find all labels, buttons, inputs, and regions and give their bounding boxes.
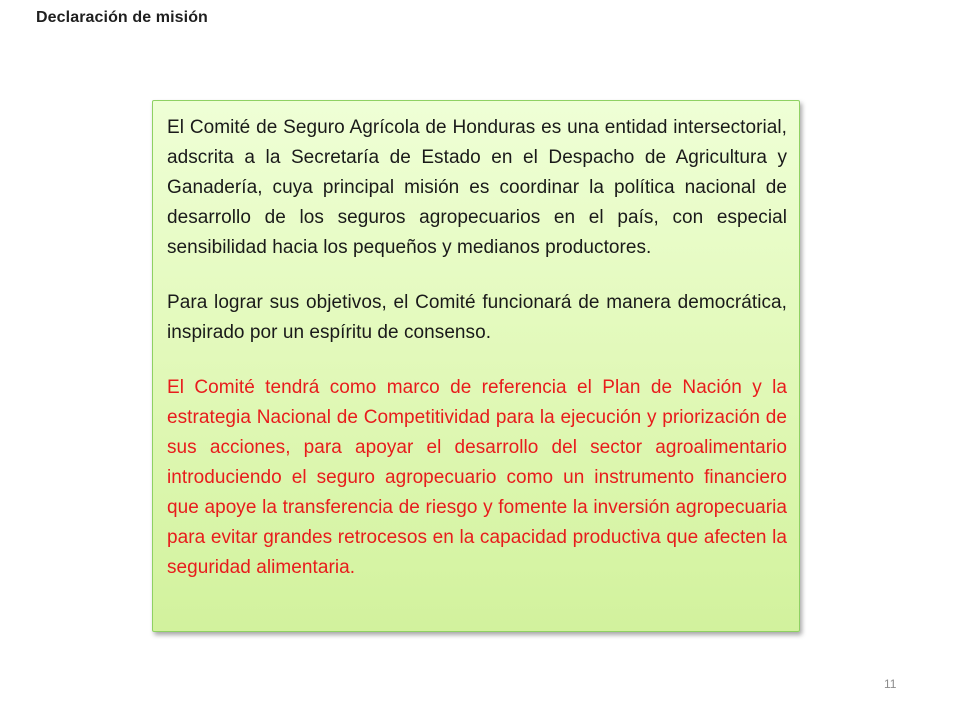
page-number: 11: [884, 677, 897, 691]
mission-paragraph-2: Para lograr sus objetivos, el Comité funcionará de manera democrática, inspirado por un espíritu de consenso.: [167, 292, 787, 343]
mission-paragraph-3: El Comité tendrá como marco de referencia el Plan de Nación y la estrategia Nacional de Competitividad para la ejecución y priorización de sus acciones, para apoyar el desarrollo del sector agroalimentario introduciendo el seguro agropecuario como un instrumento financiero que apoye la transferencia de riesgo y fomente la inversión agropecuaria para evitar grandes retrocesos en la capacidad productiva que afecten la seguridad alimentaria.: [167, 377, 787, 578]
slide-title: Declaración de misión: [36, 9, 208, 26]
mission-paragraph-1: El Comité de Seguro Agrícola de Honduras es una entidad intersectorial, adscrita a la Secretaría de Estado en el Despacho de Agricultura y Ganadería, cuya principal misión es coordinar la política nacional de desarrollo de los seguros agropecuarios en el país, con especial sensibilidad hacia los pequeños y medianos productores.: [167, 117, 787, 258]
mission-statement-box: [152, 100, 800, 632]
